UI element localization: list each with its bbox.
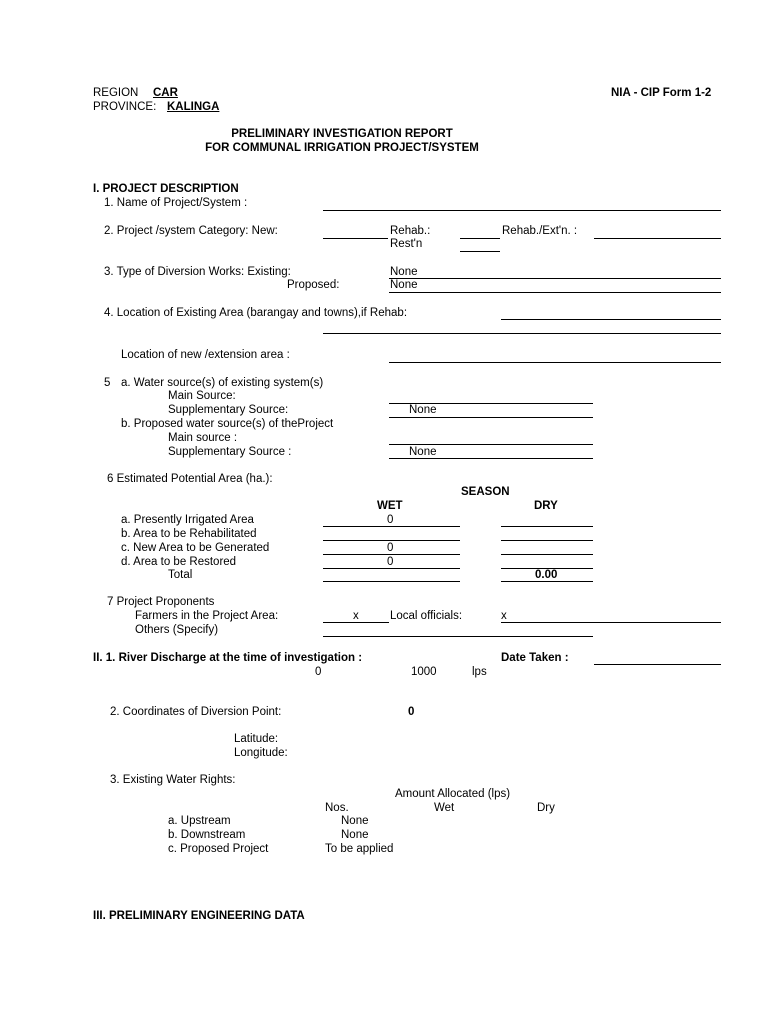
area-total-dry: 0.00 [535,569,558,581]
wet-col-heading: Wet [434,802,455,814]
form-code: NIA - CIP Form 1-2 [611,87,712,99]
q7-local-label: Local officials: [390,610,463,622]
q3-existing-line [389,278,721,279]
section1-heading: I. PROJECT DESCRIPTION [93,183,239,195]
q2-rehab-label: Rehab.: [390,225,431,237]
q4-new-area-label: Location of new /extension area : [121,349,290,361]
q5b-main-line [389,444,593,445]
q7-farmers-value: x [353,610,359,622]
q1-project-name-line [323,210,721,211]
q3-proposed-value: None [390,279,418,291]
area-row-wet-line [323,526,460,527]
q7-local-value: x [501,610,507,622]
province-value: KALINGA [167,101,220,113]
q7-others-label: Others (Specify) [135,624,219,636]
rights-row-label: c. Proposed Project [168,843,269,855]
dry-heading: DRY [534,500,558,512]
area-total-wet-line [323,581,460,582]
season-heading: SEASON [461,486,510,498]
q2-rehab-line [460,238,500,239]
province-label: PROVINCE: [93,101,157,113]
section2-heading: II. 1. River Discharge at the time of investigation : [93,652,363,664]
q5a-supp-line [389,417,593,418]
q7-label: 7 Project Proponents [107,596,215,608]
q7-others-line [323,636,593,637]
rights-row-nos: None [341,815,369,827]
rights-row-nos: None [341,829,369,841]
area-row-label: c. New Area to be Generated [121,542,270,554]
area-row-dry-line [501,554,593,555]
discharge-unit: lps [472,666,487,678]
q6-label: 6 Estimated Potential Area (ha.): [107,473,273,485]
rights-row-label: a. Upstream [168,815,231,827]
area-row-wet-line [323,568,460,569]
q3-proposed-label: Proposed: [287,279,340,291]
q5b-supp-value: None [409,446,437,458]
q1-label: 1. Name of Project/System : [104,197,248,209]
date-taken-line [594,664,721,665]
q5a-label: a. Water source(s) of existing system(s) [121,377,324,389]
area-row-wet: 0 [387,514,394,526]
region-label: REGION [93,87,139,99]
q2-restn-line [460,251,500,252]
q4-label: 4. Location of Existing Area (barangay and towns),if Rehab: [104,307,408,319]
q5b-supp-line [389,458,593,459]
coordinates-label: 2. Coordinates of Diversion Point: [110,706,282,718]
q4-line-1 [501,319,721,320]
area-row-wet-line [323,540,460,541]
discharge-value-a: 0 [315,666,322,678]
q4-new-area-line [389,362,721,363]
discharge-value-b: 1000 [411,666,437,678]
area-row-dry-line [501,526,593,527]
area-row-wet: 0 [387,556,394,568]
area-total-dry-line [501,581,593,582]
q5a-supp-value: None [409,404,437,416]
q5-number: 5 [104,377,111,389]
area-row-label: b. Area to be Rehabilitated [121,528,257,540]
latitude-label: Latitude: [234,733,279,745]
q2-restn-label: Rest'n [390,238,423,250]
area-row-label: a. Presently Irrigated Area [121,514,254,526]
q5a-supp-label: Supplementary Source: [168,404,289,416]
q2-rehab-ext-label: Rehab./Ext'n. : [502,225,578,237]
coordinates-value: 0 [408,706,415,718]
nos-heading: Nos. [325,802,349,814]
q3-label: 3. Type of Diversion Works: Existing: [104,266,291,278]
q7-farmers-label: Farmers in the Project Area: [135,610,279,622]
q5b-supp-label: Supplementary Source : [168,446,292,458]
rights-row-nos: To be applied [325,843,394,855]
q2-rehab-ext-line [594,238,721,239]
q2-new-line [323,238,388,239]
q3-proposed-line [389,292,721,293]
q5b-label: b. Proposed water source(s) of theProject [121,418,334,430]
water-rights-label: 3. Existing Water Rights: [110,774,236,786]
area-row-label: d. Area to be Restored [121,556,237,568]
q2-label: 2. Project /system Category: New: [104,225,278,237]
section3-heading: III. PRELIMINARY ENGINEERING DATA [93,910,305,922]
longitude-label: Longitude: [234,747,288,759]
q5a-main-label: Main Source: [168,390,236,402]
q5b-main-label: Main source : [168,432,238,444]
rights-row-label: b. Downstream [168,829,246,841]
wet-heading: WET [377,500,403,512]
region-value: CAR [153,87,178,99]
area-row-wet-line [323,554,460,555]
report-title-line2: FOR COMMUNAL IRRIGATION PROJECT/SYSTEM [205,142,479,154]
q7-farmers-line [323,622,389,623]
q3-existing-value: None [390,266,418,278]
q7-local-line [501,622,721,623]
q4-line-2 [323,333,721,334]
date-taken-label: Date Taken : [501,652,569,664]
report-title-line1: PRELIMINARY INVESTIGATION REPORT [231,128,453,140]
dry-col-heading: Dry [537,802,555,814]
area-row-dry-line [501,540,593,541]
area-row-wet: 0 [387,542,394,554]
amount-allocated-heading: Amount Allocated (lps) [395,788,511,800]
area-total-label: Total [168,569,193,581]
